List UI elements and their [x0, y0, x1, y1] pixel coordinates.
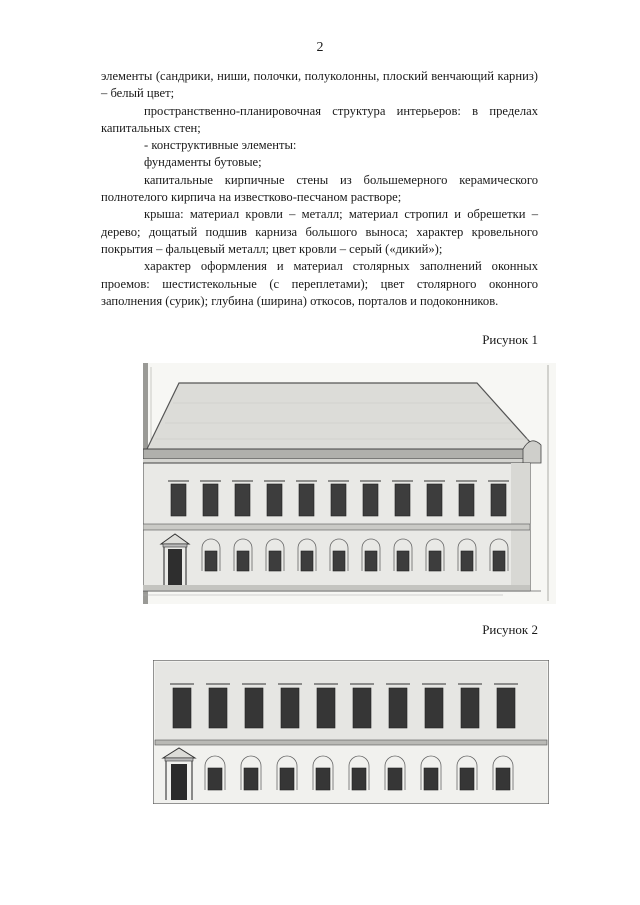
paragraph: пространственно-планировочная структура интерьеров: в пределах капитальных стен;: [101, 103, 538, 135]
paragraph: характер оформления и материал столярных заполнений оконных проемов: шестистекольные (с переплетами); цвет столярного оконного заполнения (сурик); глубина (ширина) откосов, порталов и подоконников.: [101, 259, 538, 308]
body-text: [101, 68, 538, 310]
paragraph: элементы (сандрики, ниши, полочки, полуколонны, плоский венчающий карниз) – белый цвет;: [101, 69, 538, 101]
figure-2-caption: Рисунок 2: [482, 622, 538, 637]
paragraph: фундаменты бутовые;: [144, 155, 262, 170]
paragraph: крыша: материал кровли – металл; материал стропил и обрешетки – дерево; дощатый подшив карниза большого выноса; характер кровельного покрытия – фальцевый металл; цвет кровли – серый («дикий»);: [101, 207, 538, 256]
facade-illustration-2: [153, 660, 549, 804]
paragraph: - конструктивные элементы:: [144, 138, 297, 153]
paragraph: капитальные кирпичные стены из большемерного керамического полнотелого кирпича на известково-песчаном растворе;: [101, 172, 538, 205]
page-number: 2: [316, 40, 324, 55]
facade-illustration-1: [143, 363, 556, 604]
figure-1-caption: Рисунок 1: [482, 332, 538, 347]
figure-2-facade-drawing: [153, 660, 549, 804]
figure-1-facade-drawing: [143, 363, 556, 604]
